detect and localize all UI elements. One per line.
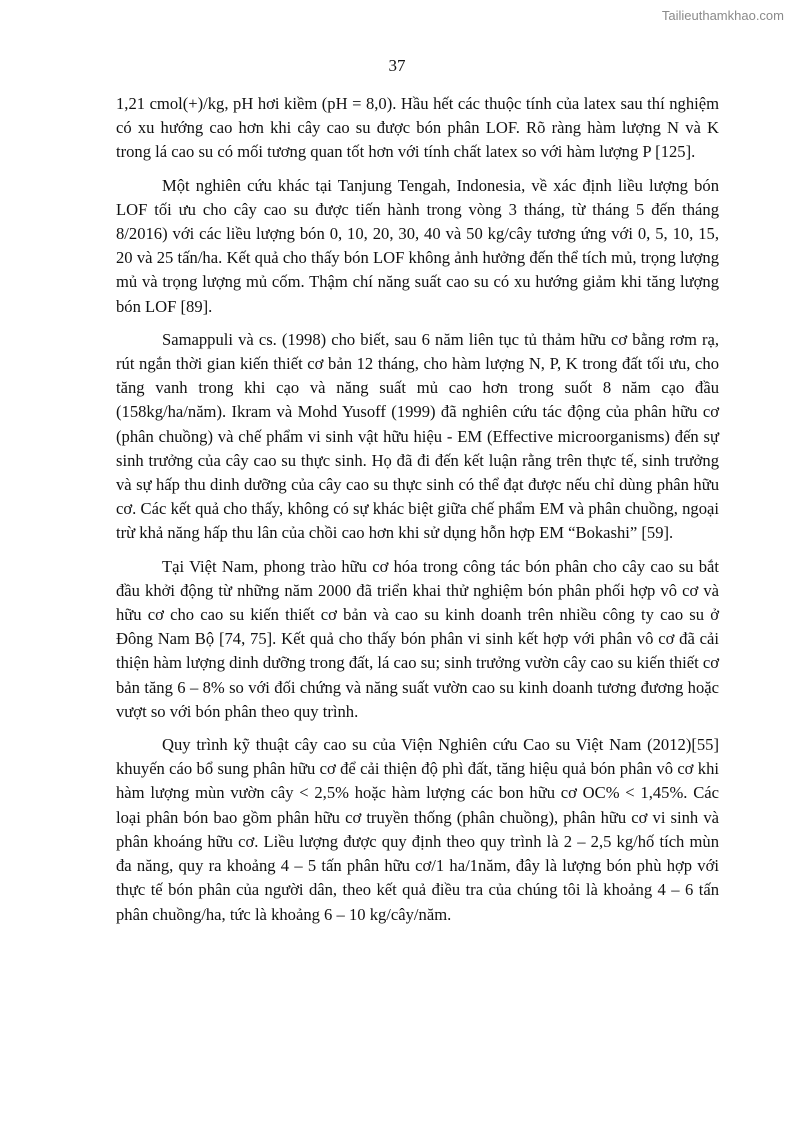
page-number: 37	[388, 56, 406, 75]
paragraph-samappuli: Samappuli và cs. (1998) cho biết, sau 6 năm liên tục tủ thảm hữu cơ bằng rơm rạ, rút ngắn thời gian kiến thiết cơ bản 12 tháng, cho hàm lượng N, P, K trong đất tối ưu, cho tăng vanh trong khi cạo và năng suất mủ cao hơn trong suốt 8 năm cạo đầu (158kg/ha/năm). Ikram và Mohd Yusoff (1999) đã nghiên cứu tác động của phân hữu cơ (phân chuồng) và chế phẩm vi sinh vật hữu hiệu - EM (Effective microorganisms) đến sự sinh trưởng của cây cao su thực sinh. Họ đã đi đến kết luận rằng trên thực tế, sinh trưởng và sự hấp thu dinh dưỡng của cây cao su thực sinh có thể đạt được nếu chỉ dùng phân hữu cơ. Các kết quả cho thấy, không có sự khác biệt giữa chế phẩm EM và phân chuồng, ngoại trừ khả năng hấp thu lân của chồi cao hơn khi sử dụng hỗn hợp EM “Bokashi” [59].	[116, 329, 719, 543]
paragraph-continuation: 1,21 cmol(+)/kg, pH hơi kiềm (pH = 8,0). Hầu hết các thuộc tính của latex sau thí nghiệm có xu hướng cao hơn khi cây cao su được bón phân LOF. Rõ ràng hàm lượng N và K trong lá cao su có mối tương quan tốt hơn với tính chất latex so với hàm lượng P [125].	[116, 94, 719, 162]
paragraph-quy-trinh: Quy trình kỹ thuật cây cao su của Viện Nghiên cứu Cao su Việt Nam (2012)[55] khuyến cáo bổ sung phân hữu cơ để cải thiện độ phì đất, tăng hiệu quả bón phân vô cơ khi hàm lượng mùn vườn cây < 2,5% hoặc hàm lượng các bon hữu cơ OC% < 1,45%. Các loại phân bón bao gồm phân hữu cơ truyền thống (phân chuồng), phân hữu cơ vi sinh và phân khoáng hữu cơ. Liều lượng được quy định theo quy trình là 2 – 2,5 kg/hố tích mùn đa năng, quy ra khoảng 4 – 5 tấn phân hữu cơ/1 ha/1năm, đây là lượng bón phù hợp với thực tế bón phân của người dân, theo kết quả điều tra của chúng tôi là khoảng 4 – 6 tấn phân chuồng/ha, tức là khoảng 6 – 10 kg/cây/năm.	[116, 735, 719, 924]
paragraph-lof-indonesia: Một nghiên cứu khác tại Tanjung Tengah, Indonesia, về xác định liều lượng bón LOF tối ưu cho cây cao su được tiến hành trong vòng 3 tháng, từ tháng 5 đến tháng 8/2016) với các liều lượng bón 0, 10, 20, 30, 40 và 50 kg/cây tương ứng với 0, 5, 10, 15, 20 và 25 tấn/ha. Kết quả cho thấy bón LOF không ảnh hưởng đến thể tích mủ, trọng lượng mủ và trọng lượng mủ cốm. Thậm chí năng suất cao su có xu hướng giảm khi tăng lượng bón LOF [89].	[116, 175, 719, 316]
document-body	[116, 92, 719, 936]
watermark: Tailieuthamkhao.com	[661, 8, 784, 23]
paragraph-vietnam: Tại Việt Nam, phong trào hữu cơ hóa trong công tác bón phân cho cây cao su bắt đầu khởi động từ những năm 2000 đã triển khai thử nghiệm bón phân phối hợp vô cơ và hữu cơ cho cao su kiến thiết cơ bản và cao su kinh doanh trên nhiều công ty cao su ở Đông Nam Bộ [74, 75]. Kết quả cho thấy bón phân vi sinh kết hợp với phân vô cơ đã cải thiện hàm lượng dinh dưỡng trong đất, lá cao su; sinh trưởng vườn cây cao su kiến thiết cơ bản tăng 6 – 8% so với đối chứng và năng suất vườn cao su kinh doanh tương đương hoặc vượt so với bón phân theo quy trình.	[116, 556, 719, 721]
